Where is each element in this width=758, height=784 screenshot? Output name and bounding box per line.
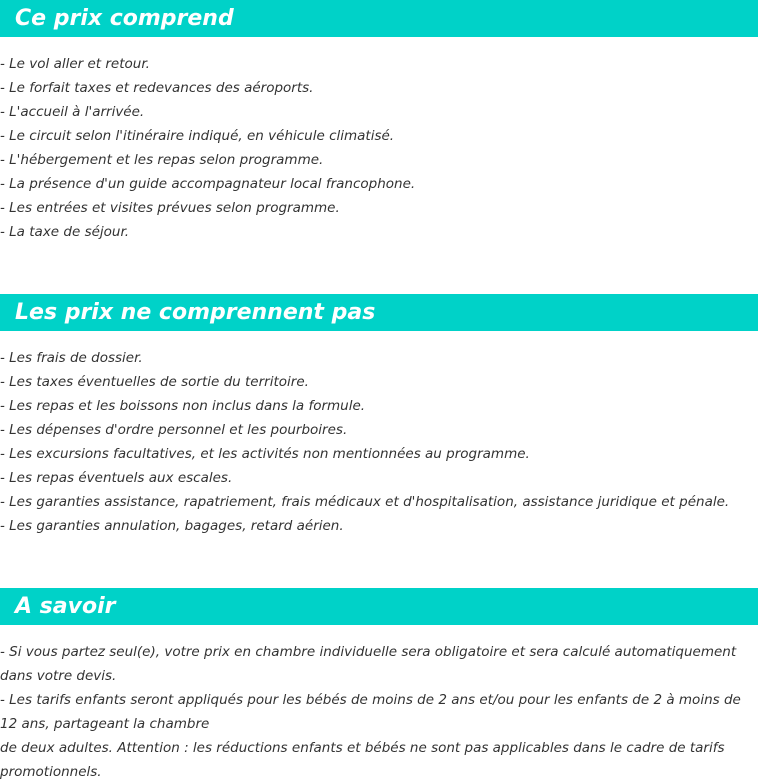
list-item: - L'hébergement et les repas selon programme. xyxy=(0,152,324,168)
list-item: - Les excursions facultatives, et les activités non mentionnées au programme. xyxy=(0,446,530,462)
section-spacer xyxy=(0,538,758,588)
list-item: - L'accueil à l'arrivée. xyxy=(0,104,145,120)
list-item: - Les taxes éventuelles de sortie du territoire. xyxy=(0,374,309,390)
list-item: - Les tarifs enfants seront appliqués pour les bébés de moins de 2 ans et/ou pour les enfants de 2 à moins de 12 ans, partageant la chambre xyxy=(0,692,741,732)
list-item: - Les entrées et visites prévues selon programme. xyxy=(0,200,340,216)
section-good-to-know xyxy=(0,588,758,784)
section-title: Les prix ne comprennent pas xyxy=(15,300,376,325)
section-title: Ce prix comprend xyxy=(15,6,234,31)
list-item: - Les garanties annulation, bagages, retard aérien. xyxy=(0,518,344,534)
list-item: - Les dépenses d'ordre personnel et les pourboires. xyxy=(0,422,348,438)
list-item: - Les garanties assistance, rapatriement, frais médicaux et d'hospitalisation, assistance juridique et pénale. xyxy=(0,494,730,510)
section-title: A savoir xyxy=(15,594,116,619)
section-spacer xyxy=(0,244,758,294)
list-item: de deux adultes. Attention : les réductions enfants et bébés ne sont pas applicables dans le cadre de tarifs promotionnels. xyxy=(0,740,725,780)
list-item: - Le vol aller et retour. xyxy=(0,56,150,72)
section-header-price-excludes xyxy=(0,294,758,331)
section-header-price-includes xyxy=(0,0,758,37)
good-to-know-list xyxy=(0,625,758,784)
section-price-excludes xyxy=(0,294,758,538)
list-item: - Le forfait taxes et redevances des aéroports. xyxy=(0,80,314,96)
list-item: - Si vous partez seul(e), votre prix en chambre individuelle sera obligatoire et sera calculé automatiquement dans votre devis. xyxy=(0,644,737,684)
list-item: - La présence d'un guide accompagnateur local francophone. xyxy=(0,176,416,192)
price-includes-list xyxy=(0,37,758,244)
list-item: - Les repas et les boissons non inclus dans la formule. xyxy=(0,398,366,414)
list-item: - La taxe de séjour. xyxy=(0,224,130,240)
list-item: - Le circuit selon l'itinéraire indiqué, en véhicule climatisé. xyxy=(0,128,395,144)
list-item: - Les frais de dossier. xyxy=(0,350,143,366)
section-price-includes xyxy=(0,0,758,244)
list-item: - Les repas éventuels aux escales. xyxy=(0,470,233,486)
price-excludes-list xyxy=(0,331,758,538)
section-header-good-to-know xyxy=(0,588,758,625)
